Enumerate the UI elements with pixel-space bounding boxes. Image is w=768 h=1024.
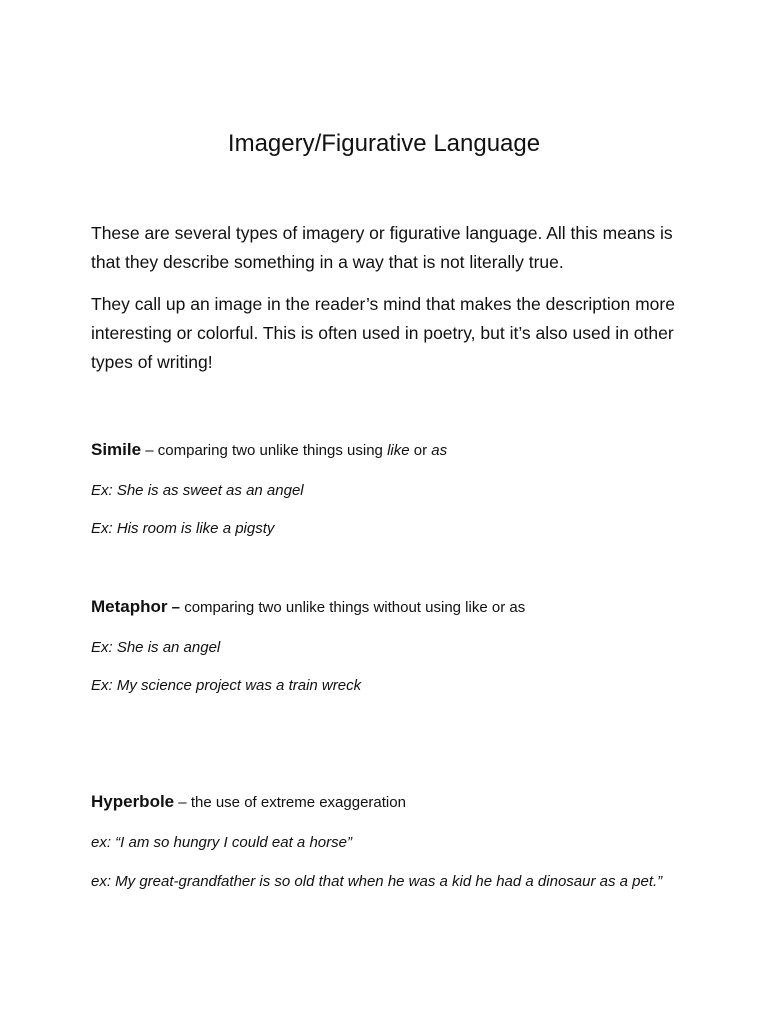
page-title: Imagery/Figurative Language [227,130,541,157]
hyperbole-example-2: ex: My great-grandfather is so old that when he was a kid he had a dinosaur as a pet.” [91,873,663,890]
simile-term: Simile [91,440,142,459]
simile-keyword-like: like [387,442,410,459]
metaphor-example-1: Ex: She is an angel [91,639,221,656]
hyperbole-definition-text: – the use of extreme exaggeration [174,794,406,811]
metaphor-definition-text: comparing two unlike things without using like or as [184,599,526,616]
metaphor-term: Metaphor [91,597,168,616]
hyperbole-definition [91,791,711,814]
metaphor-definition [91,596,711,619]
simile-example-2: Ex: His room is like a pigsty [91,520,275,537]
metaphor-dash: – [167,599,185,616]
simile-definition-text: – comparing two unlike things using [141,442,388,459]
hyperbole-term: Hyperbole [91,792,175,811]
simile-connector: or [409,442,432,459]
metaphor-example-2: Ex: My science project was a train wreck [91,677,362,694]
simile-definition [91,439,711,462]
intro-paragraph-1: These are several types of imagery or figurative language. All this means is that they describe something in a way that is not literally true. [91,223,673,272]
simile-example-1: Ex: She is as sweet as an angel [91,482,304,499]
intro-paragraph-2: They call up an image in the reader’s mind that makes the description more interesting or colorful. This is often used in poetry, but it’s also used in other types of writing! [91,294,675,372]
hyperbole-example-1: ex: “I am so hungry I could eat a horse” [91,834,352,851]
simile-keyword-as: as [431,442,448,459]
